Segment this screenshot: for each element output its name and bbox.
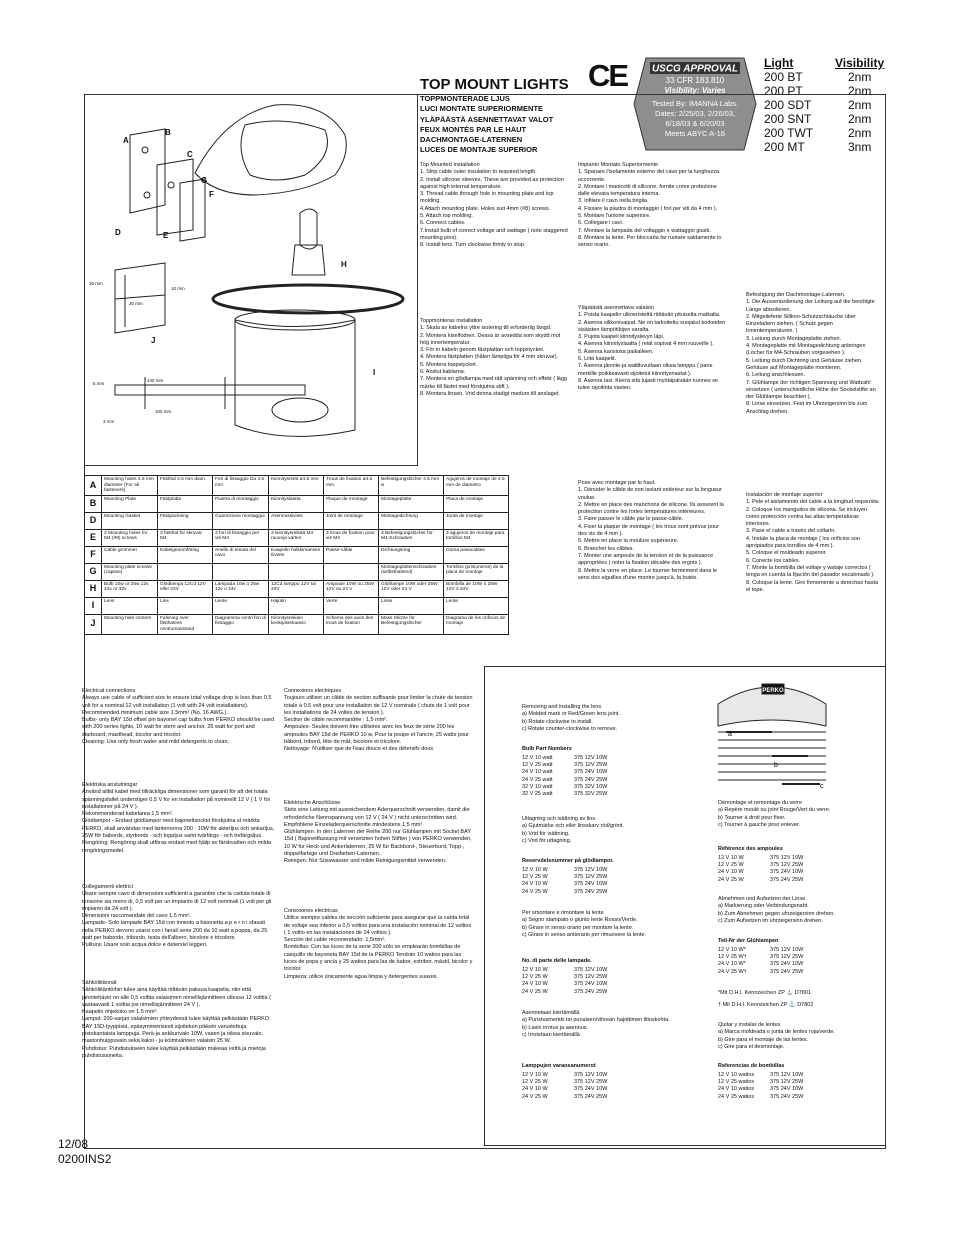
bulb-part-number: 375 24V 10W [574, 1086, 608, 1093]
parts-cell: Mounting plate screws (captive) [102, 563, 158, 580]
parts-key: E [85, 529, 102, 546]
dim-f: 100 mm [155, 409, 172, 414]
bulb-part-number: 375 12V 25W [574, 1079, 608, 1086]
bulb-part-number: 375 24V 25W [574, 1093, 608, 1100]
bulb-spec: 24 V 25 W† [718, 968, 747, 975]
bulb-spec: 24 V 10 watt [522, 769, 553, 776]
parts-cell: Kaapelin holkkimansen tiiviste [269, 546, 324, 563]
parts-cell: Mounting Gasket [102, 512, 158, 529]
visibility-header-light: Light [764, 56, 794, 70]
diagram-label-b: B [165, 128, 171, 137]
diagram-frame [84, 94, 418, 466]
bulb-row [718, 954, 803, 961]
parts-cell [158, 563, 213, 580]
diagram-label-c: C [187, 150, 193, 159]
bulb-spec: 12 V 10 W [718, 855, 744, 861]
bulb-part-number: 375 32V 10W [574, 783, 608, 790]
bulb-row [522, 974, 607, 981]
install-it: Impianto Montato Superiormente 1. Spanare l'isolamento esterno del cavo per la lunghezza occorrente. 2. Montare i manicotti di silicone, fornite come protezione dalle elevata temperatura interna. 3. Infilare il cavo nella briglia. 4. Fissare la piastra di montaggio ( fori per viti da 4 mm ). 5. Montare l'unione superiore. 6. Collegare i cavi. 7. Montare la lampada del voltaggio e wattaggio giusti. 8. Montare la lente. Per bloccarla far ruotare saldamente in senso orario. [578, 162, 722, 249]
bulb-part-number: 375 12V 25W [770, 1079, 804, 1086]
bulb-spec: 24 V 10 W [522, 981, 548, 988]
bulb-part-number: 375 24V 25W [574, 776, 608, 783]
bulb-row [522, 762, 607, 769]
bulb-spec: 12 V 25 W [718, 862, 744, 869]
parts-row [85, 563, 509, 580]
parts-key: I [85, 597, 102, 614]
parts-row [85, 614, 509, 634]
parts-cell: Falsning over fästhalens centrumavstand [158, 614, 213, 634]
bulb-row [718, 947, 803, 954]
parts-row [85, 476, 509, 496]
visibility-table [764, 56, 884, 154]
uscg-tested-by: Tested By: IMANNA Labs. [651, 99, 739, 108]
parts-cell: 3 kiinnitysreikää M4 ruuveja varten [269, 529, 324, 546]
parts-cell: 3 Befestigungslöcher für M4-Schrauben [379, 529, 444, 546]
footer [58, 1137, 111, 1167]
bulb-part-number: 375 24V 10W [770, 1086, 804, 1093]
lens-fi: Asennetaan kiertämällä a) Puristusmerkki tai punaisen/vihreän hajottimen liitoskohta. b) Lasin irrotus ja asennus. c) Irrotetaan kiertämällä [522, 1010, 670, 1038]
dim-g: 3 mm [103, 419, 115, 424]
parts-key: B [85, 495, 102, 512]
uscg-approval-badge [632, 56, 758, 152]
parts-cell: Guarnizione montaggio [213, 512, 269, 529]
bulb-spec: 12 V 10 W [522, 867, 548, 873]
parts-cell: Junta de montaje [444, 512, 509, 529]
bulb-row [522, 989, 607, 996]
bulb-row [718, 869, 803, 876]
bulb-part-number: 375 24V 10W [770, 961, 804, 968]
parts-key: H [85, 580, 102, 597]
visibility-light: 200 BT [764, 70, 803, 84]
bulb-list-en [522, 755, 607, 798]
bulb-part-number: 375 12V 10W [574, 867, 608, 873]
uscg-dates-line2: 6/18/03 & 6/20/03 [665, 119, 725, 128]
bulb-title-de: Référence des ampoules [718, 846, 783, 852]
bulb-title-it: No. di parte delle lampade. [522, 958, 592, 964]
bulb-row [522, 889, 607, 896]
lens-label-c: c [820, 783, 824, 790]
bulb-row [522, 1094, 607, 1101]
bulb-row [522, 874, 607, 881]
parts-row [85, 597, 509, 614]
parts-row [85, 580, 509, 597]
mounting-diagram [85, 95, 417, 465]
parts-cell: Lens [102, 597, 158, 614]
diagram-label-a: A [123, 136, 129, 145]
visibility-row [764, 126, 884, 140]
bulb-list-sv [522, 867, 607, 896]
bulb-list-de2 [718, 947, 803, 976]
parts-cell: Kiinnitysreiät ø4.5 mm [269, 476, 324, 496]
dhi-note-1: *Mit D.H.I. Kennzeichen ZP ⚓ D7801 [718, 990, 811, 996]
bulb-part-number: 375 24V 25W [574, 888, 608, 895]
title-translations: TOPPMONTERADE LJUS LUCI MONTATE SUPERIORMENTE YLÄPÄÄSTÄ ASENNETTAVAT VALOT FEUX MONTÉS PAR LE HAUT DACHMONTAGE-LATERNEN LUCES DE MONTAJE SUPERIOR [420, 94, 554, 155]
bulb-row [522, 1079, 607, 1086]
bulb-part-number: 375 24V 25W [770, 1093, 804, 1100]
lens-label-b: b [774, 762, 778, 769]
parts-cell: Diagrama de los orificios de montaje [444, 614, 509, 634]
parts-cell: Ampoule 10W ou 25W 12V ou 24 V [324, 580, 379, 597]
visibility-range: 2nm [848, 112, 872, 126]
parts-cell: Lente [213, 597, 269, 614]
parts-cell: Glühlampe 10W oder 25W 12V oder 24 V [379, 580, 444, 597]
bulb-row [522, 777, 607, 784]
bulb-part-number: 375 24V 25W [770, 876, 804, 883]
dim-e: 140 mm [147, 378, 164, 383]
bulb-part-number: 375 12V 10W [770, 855, 804, 861]
parts-cell: Fori di fissaggio Da 4.5 mm [213, 476, 269, 496]
parts-cell: Glödlampa 12Cd 12V eller 24V [158, 580, 213, 597]
lens-de: Démontage et remontage du verre a) Repère moulé ou joint Rouge/Vert du verre. b) Tourner à droit pour fixer. c) Tourner à gauche pour enlever. [718, 800, 831, 828]
lens-brand: PERKO [762, 688, 784, 694]
bulb-part-number: 375 24V 10W [574, 981, 608, 988]
bulb-row [522, 1086, 607, 1093]
parts-key: D [85, 512, 102, 529]
uscg-cfr: 33 CFR 183.810 [665, 76, 725, 85]
parts-cell: 3 trous de fixation pour vis M4 [324, 529, 379, 546]
parts-cell: Passe-câble [324, 546, 379, 563]
bulb-spec: 32 V 25 watt [522, 791, 553, 798]
electrical-sv: Elektriska anslutningar Använd alltid kabel med tillräckliga dimensioner som garanti för att det totala spänningsfallet understiger 0,5 V for en installation på nominellt 12 V ( 1 V for installationer på 24 V ). Rekommenderad kabelarea 1,5 mm². Glödlampor - Endast glödlampor med bajonettsockel förskjutna st märkta PERKO, skall användas med lanternorna 200 : 10W för akterljus och ankarljus, 25W för babords, styrbords - och toppljus samt tvärfärgs - och trefärgsljus. Rengöring: Rengöring skall utföras endast med hjälp av färskvatten och milda rengöringsmedel. [82, 782, 275, 854]
bulb-spec: 12 V 25 W [522, 874, 548, 881]
parts-cell: Bombilla de 10W ó 25W 12V ó 24V [444, 580, 509, 597]
bulb-part-number: 375 12V 25W [574, 874, 608, 881]
parts-cell: Kiinnitysreikien keskipistekaavio [269, 614, 324, 634]
bulb-part-number: 375 12V 25W [574, 974, 608, 981]
bulb-list-fi [522, 1072, 607, 1101]
parts-cell [324, 563, 379, 580]
electrical-en: Electrical connections Always use cable of sufficient size to ensure total voltage drop is less than 0.5 volt for a nominal 12 volt installation (1 volt with 24 volt installations). Recommended minimum cable size 1.5mm² (No. 16 AWG.). Bulbs- only BAY 15d offset pin bayonet cap bulbs from PERKO should be used with 200 series lights, 10 watt for stern and anchor, 25 watt for port and starboard, masthead, bicolor and tricolor. Cleaning: Use only fresh water and mild detergents to clean. [82, 688, 275, 746]
bulb-row [718, 862, 803, 869]
visibility-row [764, 140, 884, 154]
bulb-spec: 24 V 10 W* [718, 961, 746, 968]
bulb-part-number: 375 24V 25W [770, 968, 804, 975]
diagram-label-h: H [341, 260, 347, 269]
diagram-label-d: D [115, 228, 121, 237]
parts-row [85, 546, 509, 563]
bulb-row [718, 855, 803, 862]
bulb-spec: 12 V 10 W* [718, 947, 746, 953]
parts-cell: Linse [379, 597, 444, 614]
bulb-part-number: 375 24V 10W [770, 869, 804, 876]
lens-sv: Uttagning och isättning av lins. a) Gjutmärke och eller linsskarv röd/grönt. b) Vrid för isättning. c) Vrid för uttagning. [522, 816, 625, 844]
parts-cell: Joint de montage [324, 512, 379, 529]
bulb-spec: 24 V 10 W [522, 1086, 548, 1093]
parts-cell: Trous de fixation ø4.5 mm [324, 476, 379, 496]
bulb-row [522, 881, 607, 888]
parts-cell: 3 fori di fissaggio per viti M4 [213, 529, 269, 546]
visibility-range: 2nm [848, 84, 872, 98]
bulb-row [718, 1094, 803, 1101]
bulb-spec: 32 V 10 watt [522, 783, 553, 790]
bulb-row [718, 969, 803, 976]
bulb-row [522, 769, 607, 776]
parts-cell: Plaque de montage [324, 495, 379, 512]
parts-cell: 3 agujeros de montaje para tornillos M4 [444, 529, 509, 546]
uscg-dates-line1: Dates: 2/25/03, 2/26/03, [654, 109, 736, 118]
parts-key: J [85, 614, 102, 634]
install-en: Top Mounted Installation 1. Strip cable outer insulation to required length. 2. Install silicone sleeves. These are provided as protection against high internal temperature. 3. Thread cable through hole in mounting plate and top molding. 4.Attach mounting plate. Holes suit 4mm (#8) screws. 5. Attach top molding. 6. Connect cables. 7.Install bulb of correct voltage and wattage ( note staggered mounting pins). 8. Install lens. Turn clockwise firmly to stop. [420, 162, 568, 249]
parts-row [85, 495, 509, 512]
lens-es: Quitar y instalar de lentes a) Marca moldeada o junta de lentes roja/verde. b) Gire para el montaje de las lentes. c) Gire para el desmontaje. [718, 1022, 835, 1050]
parts-cell: Cable grommet [102, 546, 158, 563]
dim-a: 30 mm [89, 281, 103, 286]
parts-cell: Tornillos (prisioneros) de la placa de montaje [444, 563, 509, 580]
parts-cell: Piastra di montaggio [213, 495, 269, 512]
parts-cell: Montageplatte [379, 495, 444, 512]
bulb-spec: 12 V 25 W† [718, 954, 747, 961]
parts-cell [213, 563, 269, 580]
bulb-row [718, 877, 803, 884]
bulb-row [522, 784, 607, 791]
install-es: Instalación de montaje superior 1. Pele el aislamiento del cable a la longitud requerida. 2. Coloque los manguitos de silicona. Se incluyen como protección contra las altas temperaturas interiores. 3. Pase el cable a través del collarín. 4. Instale la placa de montaje ( los orificios son apropiados para tornillos de 4 mm ). 5. Coloque el moldeado superior. 6. Conecte los cables. 7. Monte la bombilla del voltaje y wataje correctos ( tenga en cuenta la fijación del pasador escalonado ). 8. Coloque la lente. Gire firmemente a derechas hasta el tope. [746, 492, 880, 593]
visibility-light: 200 PT [764, 84, 803, 98]
bulb-spec: 24 V 10 watios [718, 1086, 755, 1093]
visibility-row [764, 112, 884, 126]
parts-cell: Diagramma centri fori di fissaggio [213, 614, 269, 634]
lens-diagram [712, 674, 832, 790]
bulb-spec: 12 V 25 watt [522, 762, 553, 769]
bulb-row [522, 791, 607, 798]
bulb-row [718, 1079, 803, 1086]
parts-cell: Mounting Plate [102, 495, 158, 512]
bulb-part-number: 375 12V 10W [574, 755, 608, 761]
parts-cell: Kabelgenomföring [158, 546, 213, 563]
parts-cell: 12Cd lamppu 12V tai 24V [269, 580, 324, 597]
bulb-part-number: 375 24V 10W [574, 881, 608, 888]
bulb-part-number: 375 12V 10W [574, 1072, 608, 1078]
parts-cell: Placa de montaje [444, 495, 509, 512]
diagram-label-g: G [201, 176, 208, 185]
visibility-range: 2nm [848, 70, 872, 84]
electrical-it: Collegamenti elettrici Usare sempre cavo di dimensioni sufficienti a garantire che la caduta totale di tensione sia meno di, 0,5 volt per un impianto di 12 volt nominali (1 volt per gli impianto da 24 volt ). Dimensioni raccomandate del cavo 1,5 mm². Lampade- Solo lampade BAY 15d con innesto a baionetta a p e r n i sfasati della PERKO devono usarsi con i fanali serie 200 da 10 watt a poppa, da 25 watt per babordo, tribordo, testa dell'albero, bicolore e tricolore. Pulitura: Usare solo acqua dolce e detersivi leggeri. [82, 884, 272, 949]
bulb-spec: 24 V 10 W [522, 881, 548, 888]
lens-en: Removing and installing the lens a) Molded mark or Red/Green lens joint. b) Rotate clockwise to install. c) Rotate counter-clockwise to remove. [522, 704, 620, 732]
parts-key: F [85, 546, 102, 563]
parts-row [85, 529, 509, 546]
uscg-title: USCG APPROVAL [651, 63, 739, 75]
bulb-spec: 12 V 25 W [522, 1079, 548, 1086]
lens-label-a: a [728, 731, 732, 738]
parts-cell: Montagedichtung [379, 512, 444, 529]
bulb-spec: 24 V 10 W [718, 869, 744, 876]
parts-cell: Asennustiiviste [269, 512, 324, 529]
parts-cell: 3 Mounting holes for M4 (#8) screws [102, 529, 158, 546]
bulb-spec: 12 V 10 W [522, 1072, 548, 1078]
visibility-light: 200 MT [764, 140, 805, 154]
bulb-row [522, 981, 607, 988]
bulb-list-es [718, 1072, 803, 1101]
parts-cell: 3 fästhal for skruvar M4 [158, 529, 213, 546]
bulb-spec: 24 V 25 W [522, 1093, 548, 1100]
parts-cell: Anello di tenuta del cavo [213, 546, 269, 563]
bulb-part-number: 375 12V 10W [574, 967, 608, 973]
bulb-spec: 12 V 25 watios [718, 1079, 755, 1086]
install-de: Befestigung der Dachmontage-Laternen. 1. Die Aussenisolierung der Leitung auf die benötigte Länge abisolieren. 2. Mitgelieferte Silikon-Schutzschläuche über Einzeladern ziehen. ( Schutz gegen Innentemperaturen. ) 3. Leitung durch Montageplatte ziehen. 4. Montageplatte mit Montagedichtung anbringen (Löcher für M4-Schrauben vorgesehen ). 5. Leitung durch Dichtring und Gehäuse ziehen. Gehäuse auf Montageplatte montieren. 6. Leitung anschliessen. 7. Glühlampe der richtigen Spannung und Wattzahl einsetzen ( unterschiedliche Höhe der Sockelstifte an der Glühlampe beachten ). 8. Linse einsetzen. Fest im Uhrzeigersinn bis zum Anschlag drehen. [746, 292, 876, 415]
electrical-fi: Sähköliitännät Sähköliitäntöihin tulee aina käyttää riittävän paksua kaapelia, niin että jännitehäviö on alle 0,5 volttia valaisimen nimellisjännitteen ollessa 12 volttia ( vastaavasti 1 volttia jos nimellisjännitteen 24 V ). Kaapelin ohjekoko on 1,5 mm². Lamput: 200-sarjan valaisimien yhteydessä tulee käyttää pelkästään PERKO BAY 15D-tyyppisiä, epäsymmetrisesti sijoitetuin pikkein varustettuja pistokantaisia lamppuja. Perä-ja ankkurivalo 10W, vasen ja oikea sivuvalo, mastonhuippuvalo sekä kaksi - ja kolmivärinen valaisin 25 W. Puhdistus: Puhdistukseen tulee käyttää pelkästään makeaa vettä ja mietoja puhdistusaineita. [82, 980, 271, 1059]
bulb-spec: 12 V 10 watt [522, 755, 553, 761]
parts-table [84, 475, 509, 635]
bulb-spec: 24 V 25 W [718, 876, 744, 883]
install-sv: Toppmonteras installation 1. Skala av kabelns yttre isolering till erforderlig längd. 2. Montera kiselfodren. Dessa är avsedda som skydd mot hög innertemperatur. 3. För in kabeln genom fästplattan och toppstycket. 4. Montera fästplatten (hålen lämpliga för 4 mm skruvar). 5. Montera toppstycket. 6. Anslut kablarna. 7. Montera en glödlampa med rätt spänning och effekt ( lägg märke till fästet med förskjutna stift ). 8. Montera linsen. Vrid denna stadigt medurs till anslaget. [420, 318, 567, 397]
electrical-es: Conexiones electricas Utilice siempre cables de sección suficiente para asegurar que la caída total de voltaje sea inferior a 0,5 voltios para una instalación nominal de 12 voltios ( 1 voltio en las instalaciones de 24 voltios ). Sección del cable recomendado: 1,5mm². Bombillas: Con las luces de la serie 200 sólo se emplearán bombillas de casquillo de bayoneta BAY 15d de la PERKO Tendrán 10 watios para las luces de popa y ancla y 25 watios para las de babor, estribor, mástil, bicolor y tricolor. Limpieza: utilice únicamente agua limpia y detergentes suaves. [284, 908, 473, 980]
bulb-list-de [718, 855, 803, 884]
bulb-title-de2: Teil-Nr der Glühlampen [718, 938, 779, 944]
bulb-title-es: Referencias de bombillas [718, 1063, 785, 1069]
bulb-title-fi: Lamppujen varaosanumerot [522, 1063, 596, 1069]
parts-cell: Fästhal 4.5 mm diam. [158, 476, 213, 496]
parts-cell: Mounting holes 4.5 mm diameter (For all fasteners) [102, 476, 158, 496]
visibility-row [764, 70, 884, 84]
parts-cell: Kiinnityslaatta [269, 495, 324, 512]
visibility-row [764, 98, 884, 112]
diagram-label-f: F [209, 190, 214, 199]
bulb-title-sv: Reservdelsnummer på glödlampor. [522, 858, 614, 864]
bulb-part-number: 375 24V 10W [574, 769, 608, 776]
bulb-row [718, 1072, 803, 1079]
bulb-part-number: 375 24V 25W [574, 988, 608, 995]
parts-key: A [85, 476, 102, 496]
bulb-row [522, 967, 607, 974]
page-title: TOP MOUNT LIGHTS [420, 76, 569, 93]
dim-c: 10 mm [171, 286, 185, 291]
visibility-header-visibility: Visibility [835, 56, 885, 70]
visibility-light: 200 SDT [764, 98, 812, 112]
bulb-spec: 12 V 10 W [522, 967, 548, 973]
diagram-label-e: E [163, 231, 169, 240]
bulb-row [522, 1072, 607, 1079]
bulb-row [718, 961, 803, 968]
parts-cell: Bulb 10w or 25w 12v 24v or 32v [102, 580, 158, 597]
parts-key: G [85, 563, 102, 580]
dim-b: 30 mm [129, 301, 143, 306]
bulb-spec: 12 V 25 W [522, 974, 548, 981]
diagram-label-i: I [373, 368, 376, 377]
parts-cell: Lins [158, 597, 213, 614]
parts-cell: Montageplattenschrauben (selbsthaltend) [379, 563, 444, 580]
install-fr: Pose avec montage par le haut. 1. Dénuder le câble de son isolant extérieur sur la longueur voulue. 2. Mettre en place des manchons de silicone. Ils assurent la protection contre les fortes températures intérieures. 3. Faire passer le câble par le passe-câble. 4. Fixer la plaque de montage ( les trous sont prévus pour des vis de 4 mm ). 5. Mettre en place la moulure supérieure. 6. Brancher les câbles. 7. Monter une ampoule de la tension et de la puissance appropriées ( noter la fixation décalée des ergots ). 8. Mettre la verre en place. Le tourner fermement dans le sens des aiguilles d'une montre jusqu'à, la butée. [578, 480, 724, 581]
bulb-spec: 24 V 25 W [522, 988, 548, 995]
bulb-part-number: 375 32V 25W [574, 791, 608, 798]
parts-cell: Lampada 10w o 25w 12v o 24v [213, 580, 269, 597]
uscg-visibility: Visibility: Varies [664, 86, 726, 95]
parts-cell: Schema des axes des trous de fixation [324, 614, 379, 634]
parts-cell: Fästplatta [158, 495, 213, 512]
electrical-de: Elektrische Anschlüsse Stets eine Leitung mit ausreichendem Aderquerschnitt verwenden, damit die erforderliche Nennspannung von 12 V ( 24 V ) nicht unterschritten wird. Empfohlene Einzeladerquerschnitte mindestens 1,5 mm². Glühlampen: In den Laternen der Reihe 200 nur Glühlampen mit Sockel BAY 15d ( Bajonettfassung mit versetzten hohen Stiften ) von PERKO verwenden, 10 W für Heck-und Ankerlaternen, 25 W für Backbord-, Steuerbord, Topp-, doppelfarbige und Dreifarben-Laternen. Reinigen: Nur Süsswasser und milde Reinigungsmittel verwenden. [284, 800, 472, 865]
dim-d: 5 mm [93, 381, 105, 386]
uscg-meets: Meets ABYC A-16 [664, 129, 726, 138]
bulb-part-title: Bulb Part Numbers [522, 746, 572, 752]
bulb-part-number: 375 12V 25W [574, 762, 608, 769]
bulb-row [718, 1086, 803, 1093]
install-fi: Yläpäästä asennettava valaisin 1. Poista kaapelin ulkoeristettä riittävän pituiselta matkalta. 2. Asenna silikonivaipat. Ne on tarkoitettu suojaksi korkeiden sisäisten lämpötilojen varalta. 3. Pujota kaapeli kiinnityslevyn läpi. 4. Asenna kiinnityslaatta ( reiät sopivat 4 mm ruuveille ). 5. Asenna kansiosa paikalleen. 6. Liitä kaapelit. 7. Asenna jännite-ja wattiluvultaan oikea lamppu ( pane merkille poikkeavasti sijoitetut kiinnitysnastat ). 8. Asenna lasi. Kierrä sitä lujasti myötäpäivään kunnes se tulee rajoitinta vasten. [578, 305, 726, 392]
bulb-spec: 24 V 25 watios [718, 1093, 755, 1100]
parts-cell: Goma pasacables [444, 546, 509, 563]
lens-de2: Abnehmen und Aufsetzen der Linse. a) Markierung oder Verbindungsnaht. b) Zum Abnehmen gegen uhrzeigersinn drehen. c) Zum Aufsetzen im uhrzeigersinn drehen. [718, 896, 835, 924]
parts-cell: Lente [444, 597, 509, 614]
bulb-part-number: 375 12V 10W [770, 1072, 804, 1078]
parts-cell: Verre [324, 597, 379, 614]
visibility-light: 200 TWT [764, 126, 814, 140]
visibility-row [764, 84, 884, 98]
bulb-row [522, 755, 607, 762]
parts-cell: Fästpackning [158, 512, 213, 529]
parts-cell: Dichtungsring [379, 546, 444, 563]
lens-it: Per smontare e rimontare la lente a) Segno stampato o giunto lente Rosso/Verde. b) Girare in senso orario per montare la lente. c) Girare in senso antiorario per rimuovere la lente. [522, 910, 647, 938]
bulb-part-number: 375 12V 10W [770, 947, 804, 953]
visibility-range: 2nm [848, 98, 872, 112]
visibility-range: 2nm [848, 126, 872, 140]
footer-code: 0200INS2 [58, 1152, 112, 1166]
parts-cell: Mounting hole centers [102, 614, 158, 634]
dhi-note-2: † Mit D.H.I. Kennzeichen ZP ⚓ D7802 [718, 1002, 814, 1008]
bulb-part-number: 375 12V 25W [770, 862, 804, 869]
parts-cell: Befestigungslöcher 4,5 mm ø [379, 476, 444, 496]
bulb-part-number: 375 12V 25W [770, 954, 804, 961]
bulb-spec: 12 V 10 watios [718, 1072, 755, 1078]
visibility-light: 200 SNT [764, 112, 812, 126]
bulb-spec: 24 V 25 W [522, 888, 548, 895]
electrical-fr: Connexions electriques Toujours utiliser un câble de section suffisante pour limiter la chute de tension totale à 0,5 volt pour une installation de 12 V nominale ( chute de 1 volt pour les installations de 24 voltes de tension ). Section de câble recommandée : 1,5 mm². Ampoules- Seules doivent être utilisées avec les feux de série 200 les ampoules BAY 15d de PERKO 10 w. Pour la poupe et l'ancre, 25 watts pour bâbord, tribord, tête de mât, bicolore et tricolore. Nettoyage: N'utiliser que de l'eau douce et des détersifs doux. [284, 688, 473, 753]
parts-cell: Mass Skizze für Befestigungslöcher [379, 614, 444, 634]
diagram-label-j: J [151, 336, 156, 345]
parts-cell: Agujeros de montaje de 4.5 mm de diametro [444, 476, 509, 496]
bulb-row [522, 867, 607, 874]
parts-cell: Häjotin [269, 597, 324, 614]
bulb-list-it [522, 967, 607, 996]
parts-cell [269, 563, 324, 580]
ce-mark: CE [588, 58, 628, 93]
visibility-range: 3nm [848, 140, 872, 154]
footer-date: 12/08 [58, 1137, 89, 1151]
bulb-spec: 24 V 25 watt [522, 776, 553, 783]
parts-row [85, 512, 509, 529]
